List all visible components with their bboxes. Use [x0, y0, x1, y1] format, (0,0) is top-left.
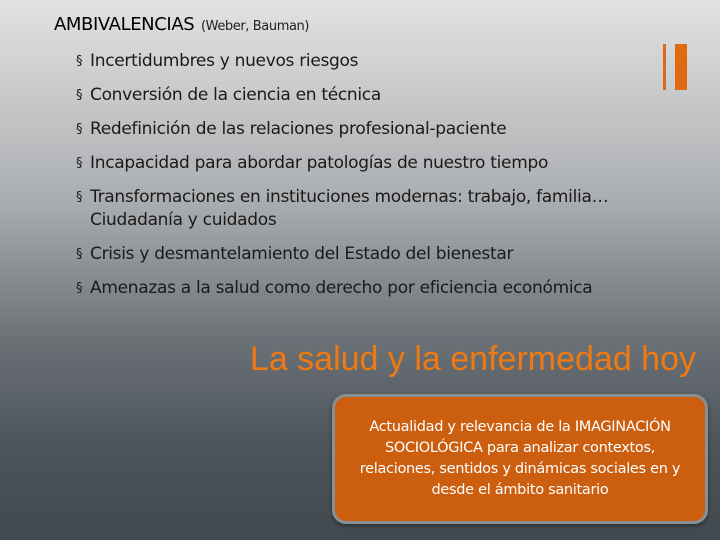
bullet-text: Transformaciones en instituciones modernas: trabajo, familia… Ciudadanía y cuidados: [90, 187, 609, 230]
list-item: [76, 277, 706, 300]
bullet-marker-icon: §: [76, 156, 83, 171]
bullet-marker-icon: §: [76, 88, 83, 103]
bullet-text: Incertidumbres y nuevos riesgos: [90, 51, 359, 71]
callout-text: Actualidad y relevancia de la IMAGINACIÓN SOCIOLÓGICA para analizar contextos, relaciones, sentidos y dinámicas sociales en y desde el ámbito sanitario: [359, 419, 681, 498]
list-item: [76, 186, 706, 232]
slide-heading: [54, 14, 309, 35]
list-item: [76, 118, 706, 141]
bullet-list: [76, 50, 706, 311]
bullet-text: Amenazas a la salud como derecho por eficiencia económica: [90, 278, 593, 298]
list-item: [76, 152, 706, 175]
bullet-marker-icon: §: [76, 54, 83, 69]
bullet-marker-icon: §: [76, 122, 83, 137]
list-item: [76, 50, 706, 73]
list-item: [76, 243, 706, 266]
bullet-marker-icon: §: [76, 190, 83, 205]
bullet-text: Conversión de la ciencia en técnica: [90, 85, 381, 105]
bullet-text: Redefinición de las relaciones profesional-paciente: [90, 119, 507, 139]
bullet-text: Crisis y desmantelamiento del Estado del bienestar: [90, 244, 514, 264]
slide-subtitle: La salud y la enfermedad hoy: [249, 340, 696, 378]
bullet-marker-icon: §: [76, 281, 83, 296]
bullet-text: Incapacidad para abordar patologías de nuestro tiempo: [90, 153, 549, 173]
list-item: [76, 84, 706, 107]
heading-authors: (Weber, Bauman): [200, 19, 310, 34]
bullet-marker-icon: §: [76, 247, 83, 262]
heading-title: AMBIVALENCIAS: [54, 14, 195, 35]
callout-box: [332, 394, 708, 524]
